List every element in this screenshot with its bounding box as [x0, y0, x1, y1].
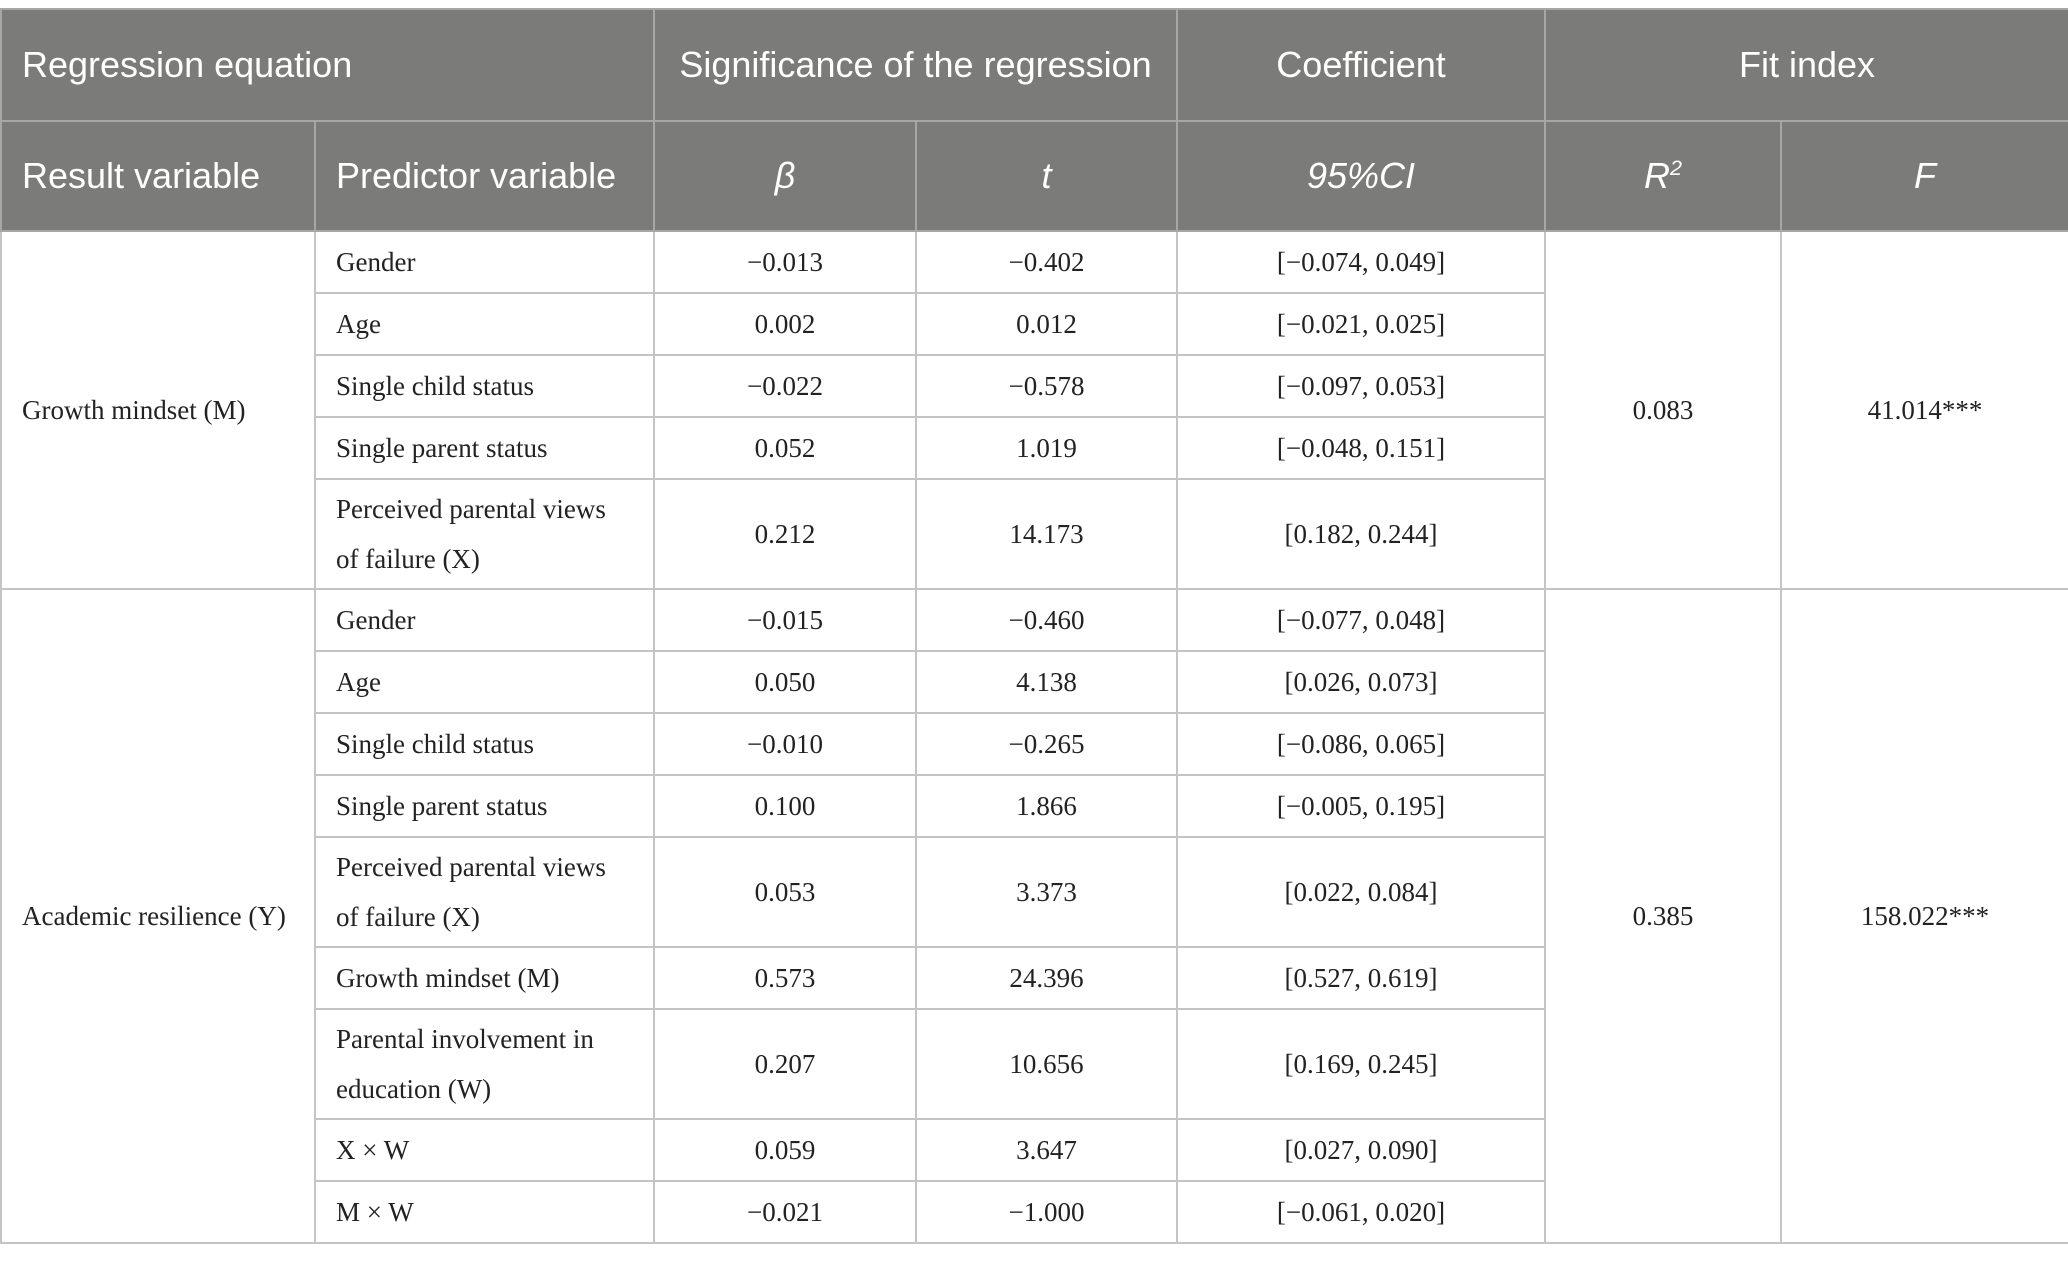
ci-cell: [0.026, 0.073] — [1177, 651, 1545, 713]
t-cell: −0.578 — [916, 355, 1177, 417]
header-coefficient: Coefficient — [1177, 9, 1545, 121]
f-cell: 41.014*** — [1781, 231, 2068, 589]
predictor-cell: Perceived parental views of failure (X) — [315, 479, 654, 589]
ci-cell: [−0.048, 0.151] — [1177, 417, 1545, 479]
ci-cell: [−0.077, 0.048] — [1177, 589, 1545, 651]
predictor-cell: Age — [315, 651, 654, 713]
beta-cell: 0.573 — [654, 947, 916, 1009]
table-row — [1, 589, 2068, 651]
t-cell: 0.012 — [916, 293, 1177, 355]
header-predictor-variable: Predictor variable — [315, 121, 654, 231]
header-beta: β — [654, 121, 916, 231]
ci-cell: [−0.086, 0.065] — [1177, 713, 1545, 775]
beta-cell: 0.059 — [654, 1119, 916, 1181]
predictor-cell: M × W — [315, 1181, 654, 1243]
beta-cell: 0.052 — [654, 417, 916, 479]
ci-cell: [0.527, 0.619] — [1177, 947, 1545, 1009]
header-result-variable: Result variable — [1, 121, 315, 231]
beta-cell: 0.053 — [654, 837, 916, 947]
predictor-cell: Growth mindset (M) — [315, 947, 654, 1009]
header-row-sub — [1, 121, 2068, 231]
beta-cell: 0.212 — [654, 479, 916, 589]
ci-cell: [0.027, 0.090] — [1177, 1119, 1545, 1181]
ci-cell: [−0.021, 0.025] — [1177, 293, 1545, 355]
predictor-cell: Gender — [315, 231, 654, 293]
ci-cell: [0.169, 0.245] — [1177, 1009, 1545, 1119]
predictor-cell: Single child status — [315, 713, 654, 775]
header-significance: Significance of the regression — [654, 9, 1177, 121]
header-f: F — [1781, 121, 2068, 231]
beta-cell: −0.022 — [654, 355, 916, 417]
t-cell: 1.866 — [916, 775, 1177, 837]
predictor-cell: Single parent status — [315, 775, 654, 837]
t-cell: 24.396 — [916, 947, 1177, 1009]
ci-cell: [0.022, 0.084] — [1177, 837, 1545, 947]
table-row — [1, 231, 2068, 293]
beta-cell: 0.100 — [654, 775, 916, 837]
predictor-cell: Gender — [315, 589, 654, 651]
header-fit-index: Fit index — [1545, 9, 2068, 121]
beta-cell: 0.002 — [654, 293, 916, 355]
result-variable-cell: Academic resilience (Y) — [1, 589, 315, 1243]
t-cell: −0.265 — [916, 713, 1177, 775]
header-r-squared — [1545, 121, 1781, 231]
t-cell: −0.402 — [916, 231, 1177, 293]
beta-cell: −0.013 — [654, 231, 916, 293]
ci-cell: [0.182, 0.244] — [1177, 479, 1545, 589]
ci-cell: [−0.061, 0.020] — [1177, 1181, 1545, 1243]
header-regression-equation: Regression equation — [1, 9, 654, 121]
beta-cell: −0.021 — [654, 1181, 916, 1243]
t-cell: −0.460 — [916, 589, 1177, 651]
ci-cell: [−0.097, 0.053] — [1177, 355, 1545, 417]
f-cell: 158.022*** — [1781, 589, 2068, 1243]
predictor-cell: Age — [315, 293, 654, 355]
t-cell: 1.019 — [916, 417, 1177, 479]
beta-cell: 0.050 — [654, 651, 916, 713]
t-cell: 10.656 — [916, 1009, 1177, 1119]
t-cell: 4.138 — [916, 651, 1177, 713]
predictor-cell: Parental involvement in education (W) — [315, 1009, 654, 1119]
ci-cell: [−0.074, 0.049] — [1177, 231, 1545, 293]
t-cell: 14.173 — [916, 479, 1177, 589]
predictor-cell: Single parent status — [315, 417, 654, 479]
beta-cell: −0.010 — [654, 713, 916, 775]
header-r-sup: 2 — [1670, 155, 1683, 180]
regression-table — [0, 8, 2068, 1244]
r2-cell: 0.385 — [1545, 589, 1781, 1243]
predictor-cell: Single child status — [315, 355, 654, 417]
beta-cell: 0.207 — [654, 1009, 916, 1119]
r2-cell: 0.083 — [1545, 231, 1781, 589]
ci-cell: [−0.005, 0.195] — [1177, 775, 1545, 837]
t-cell: −1.000 — [916, 1181, 1177, 1243]
result-variable-cell: Growth mindset (M) — [1, 231, 315, 589]
header-ci: 95%CI — [1177, 121, 1545, 231]
header-t: t — [916, 121, 1177, 231]
header-row-top — [1, 9, 2068, 121]
beta-cell: −0.015 — [654, 589, 916, 651]
predictor-cell: X × W — [315, 1119, 654, 1181]
t-cell: 3.647 — [916, 1119, 1177, 1181]
predictor-cell: Perceived parental views of failure (X) — [315, 837, 654, 947]
header-r-base: R — [1644, 155, 1670, 196]
t-cell: 3.373 — [916, 837, 1177, 947]
